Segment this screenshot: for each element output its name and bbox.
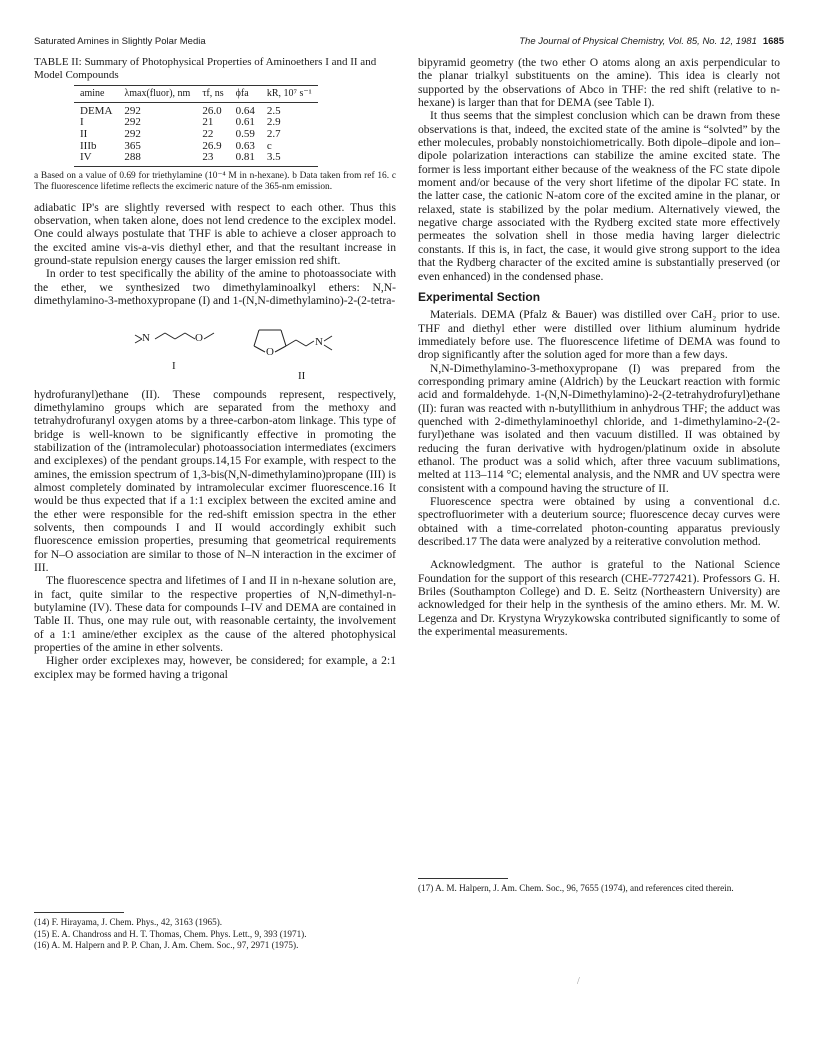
table-row [74,141,318,153]
table-cell: 292 [124,127,141,140]
table-row [74,117,318,129]
table-cell: c [266,139,272,152]
table-cell: 26.0 [202,104,222,117]
footnote-rule [34,912,124,913]
oxygen-atom: O [266,345,274,358]
paragraph: Fluorescence spectra were obtained by using a conventional d.c. spectrofluorimeter with a deuterium source; fluorescence decay curves were obtained with a time-correlated photon-counting apparatus previously described.17 The data were analyzed by a reiterative convolution method. [418,495,780,549]
paragraph: In order to test specifically the ability of the amine to photoassociate with the ether, we synthesized two dimethylaminoalkyl ethers: N,N-dimethylamino-3-methoxypropane (I) and 1-(N,N-dimethylamino)-2-(2-tetra- [34,267,396,308]
paragraph: adiabatic IP's are slightly reversed with respect to each other. Thus this observation, when taken alone, does not lend credence to the exciplex model. One could always postulate that THF is able to achieve a closer approach to the excited amine vis-a-vis diethyl ether, and that the resultant increase in ground-state repulsion energy causes the larger emission red shift. [34,200,396,268]
table-row [74,129,318,141]
table-cell: 23 [196,152,229,166]
paragraph: N,N-Dimethylamino-3-methoxypropane (I) was prepared from the corresponding primary amine (Aldrich) by the Leuckart reaction with formic acid and formaldehyde. 1-(N,N-Dimethylamino)-2-(2-tetrahydrofuryl)ethane (II): furan was reacted with n-butyllithium in anhydrous THF; the adduct was quenched with 2-dimethylaminoethyl chloride, and 1-dimethylamino-2-(2-furyl)ethane was isolated and then vacuum distilled. II was obtained by reducing the furan derivative with hydrogen/platinum oxide in absolute ethanol. The product was a solid which, after three vacuum sublimations, melted at 113–114 °C; elemental analysis, and the NMR and UV spectra were consistent with a compound having the structure of II. [418,361,780,495]
paragraph: It thus seems that the simplest conclusion which can be drawn from these observations is that, indeed, the excited state of the amine is “solvted” by the ether molecules, probably nonstoichiometrically. Both dipole–dipole and ion–dipole polarization interactions can stabilize the amine excited state. The former is less important either because of the weakness of the FC state dipole moment and/or because of the very short lifetime of the dipolar FC state. In the latter case, the cationic N-atom core of the excited amine in the planar, or relaxed, state is stabilized by the polar medium. Alternatively viewed, the negative charge associated with the Rydberg excited state more effectively permeates the solvation shell in those media having larger dielectric constants. If this is, in fact, the case, it would give strong support to the idea that the Rydberg character of the excited amine is substantially preserved (or even enhanced) in the condensed phase. [418,109,780,283]
footnotes-right [418,872,780,895]
running-head: Saturated Amines in Slightly Polar Media [34,36,206,47]
table-header-cell: λmax(fluor), nm [118,86,196,103]
footnotes-left [34,906,396,952]
table-cell: 0.61 [235,116,255,129]
table-header-cell: τf, ns [196,86,229,103]
acknowledgment: Acknowledgment. The author is grateful to the National Science Foundation for the support of this research (CHE-7727421). Professors G. H. Briles (Southampton College) and D. E. Seitz (Northeastern University) are acknowledged for their help in the synthesis of the amino ethers. Mr. M. W. Legenza and Dr. Krystyna Wryzykowska contributed significantly to some of the experimental measurements. [418,558,780,639]
nitrogen-atom: N [315,335,323,348]
footnote: (16) A. M. Halpern and P. P. Chan, J. Am. Chem. Soc., 97, 2971 (1975). [34,940,299,951]
paragraph: bipyramid geometry (the two ether O atoms along an axis perpendicular to the planar trialkyl substituents on the amine). This idea is clearly not supported by the observations of Abco in THF: the red shift (relative to n-hexane) is larger than that for DEMA (see Table I). [418,56,780,110]
table-cell: 2.9 [266,116,281,129]
footnote: (15) E. A. Chandross and H. T. Thomas, Chem. Phys. Lett., 9, 393 (1971). [34,928,307,939]
right-column [418,56,780,638]
table-header-cell: kR, 10⁷ s⁻¹ [261,86,318,103]
chemical-structures [34,308,396,388]
table-header-cell: amine [74,86,118,103]
table-cell: 2.5 [266,104,281,117]
paragraph: The fluorescence spectra and lifetimes of I and II in n-hexane solution are, in fact, quite similar to the respective properties of N,N-dimethyl-n-butylamine (IV). These data for compounds I–IV and DEMA are contained in Table II. Thus, one may rule out, with reasonable certainty, the involvement of a 1:1 amine/ether exciplex as the cause of the altered photophysical properties of the amine in ether solvents. [34,574,396,655]
table-cell: 21 [202,116,214,129]
table-cell: IIIb [80,139,97,152]
table-cell: 26.9 [202,139,222,152]
oxygen-atom: O [195,331,203,344]
scan-mark: / [577,976,580,987]
table-cell: 22 [202,127,214,140]
table-cell: 0.63 [235,139,255,152]
paragraph: hydrofuranyl)ethane (II). These compounds represent, respectively, dimethylamino groups which are separated from the methoxy and tetrahydrofuranyl oxygen atoms by a three-carbon-atom linkage. This type of bridge is well-known to be significantly effective in promoting the stabilization of the (intramolecular) photoassociation intermediates (excimers and exciplexes) of the pendant groups.14,15 For example, with respect to the amines, the emission spectrum of 1,3-bis(N,N-dimethylamino)propane (III) is almost completely dominated by intramolecular excimer fluorescence.16 It would be thus expected that if a 1:1 exciplex between the excited amine and the ether were responsible for the red-shift emission spectra in the ether solvents, then compounds I and II would accordingly exhibit such fluorescence emission properties, presuming that geometrical requirements for N–O association are similar to those of N–N interaction in the excimer of III. [34,387,396,574]
section-heading: Experimental Section [418,289,541,304]
table-cell: 0.59 [235,127,255,140]
journal-name: The Journal of Physical Chemistry, Vol. 85, No. 12, 1981 [519,36,757,47]
table-cell: 0.64 [235,104,255,117]
table-cell: I [80,116,84,129]
photophysical-table [74,85,318,167]
table-footnote: a Based on a value of 0.69 for triethylamine (10⁻⁴ M in n-hexane). b Data taken from ref 16. c The fluorescence lifetime reflects the excimeric nature of the 365-nm emission. [34,170,396,192]
table-cell: 292 [124,104,141,117]
nitrogen-atom: N [142,331,150,344]
table-row [74,152,318,166]
table-caption: TABLE II: Summary of Photophysical Properties of Aminoethers I and II and Model Compounds [34,56,377,81]
footnote-rule [418,878,508,879]
table-cell: 0.81 [230,152,261,166]
table-cell: 292 [124,116,141,129]
footnote-list [418,883,780,894]
structure-drawing [34,308,396,388]
table-cell: 3.5 [261,152,318,166]
footnote: (14) F. Hirayama, J. Chem. Phys., 42, 3163 (1965). [34,917,223,927]
journal-citation [519,36,784,47]
table-cell: 365 [124,139,141,152]
table-cell: IV [74,152,118,166]
table-row [74,102,318,117]
table-cell: 2.7 [266,127,281,140]
table-cell: 288 [118,152,196,166]
page-number: 1685 [762,36,784,47]
table-cell: DEMA [80,104,113,117]
structure-label-I: I [172,359,176,372]
left-column [34,56,396,681]
paragraph: Higher order exciplexes may, however, be considered; for example, a 2:1 exciplex may be formed having a trigonal [34,654,396,681]
footnote-list [34,917,396,951]
paragraph: Materials. DEMA (Pfalz & Bauer) was distilled over CaH₂ prior to use. THF and diethyl ether were distilled over lithium aluminum hydride immediately before use. The fluorescence lifetime of DEMA was found to drop significantly after the solution aged for more than a few days. [418,308,780,362]
table-header-cell: ϕfa [230,86,261,103]
table-cell: II [80,127,88,140]
footnote: (17) A. M. Halpern, J. Am. Chem. Soc., 96, 7655 (1974), and references cited therein. [418,883,734,893]
structure-label-II: II [298,369,306,382]
